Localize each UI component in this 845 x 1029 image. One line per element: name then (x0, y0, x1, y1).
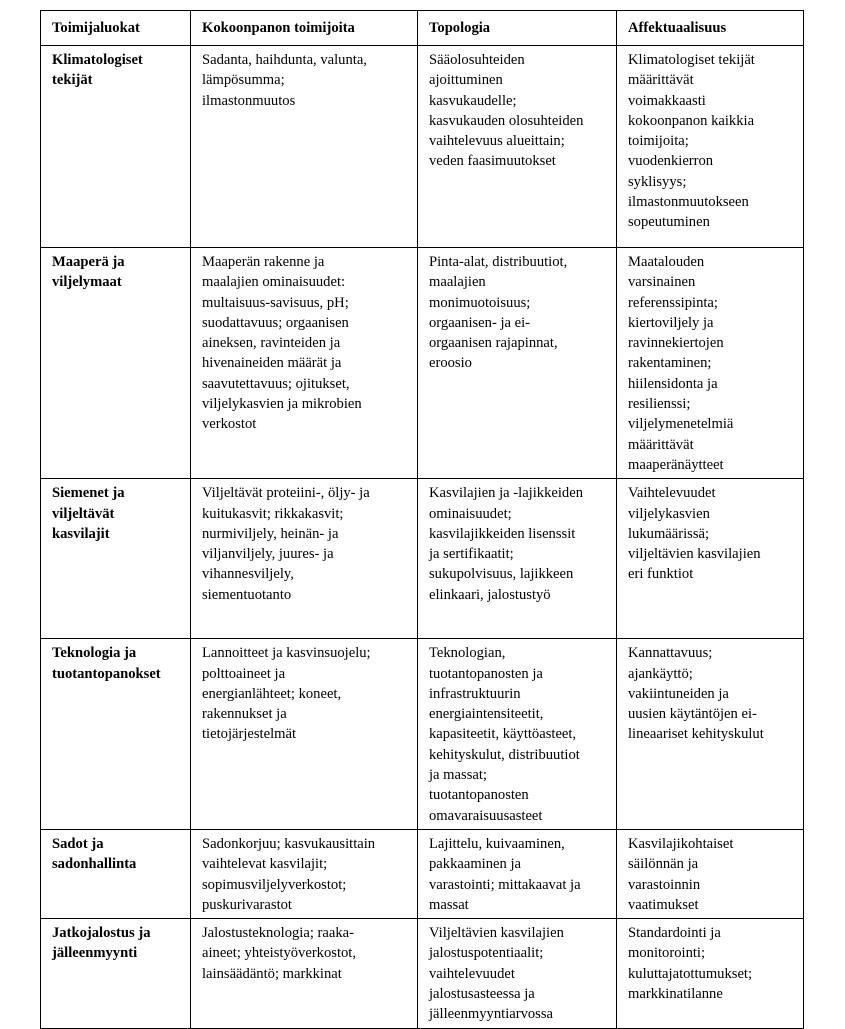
header-affectuality: Affektuaalisuus (617, 11, 804, 46)
row-actors: Lannoitteet ja kasvinsuojelu; polttoaineet ja energianlähteet; koneet, rakennukset ja tietojärjestelmät (191, 639, 418, 830)
row-actors: Sadonkorjuu; kasvukausittain vaihtelevat kasvilajit; sopimusviljelyverkostot; puskurivarastot (191, 829, 418, 918)
table-row (41, 248, 804, 479)
row-affect: Vaihtelevuudet viljelykasvien lukumäärissä; viljeltävien kasvilajien eri funktiot (617, 479, 804, 639)
header-actor-classes: Toimijaluokat (41, 11, 191, 46)
table-row (41, 829, 804, 918)
actor-table (40, 10, 804, 1029)
row-topology: Teknologian, tuotantopanosten ja infrastruktuurin energiaintensiteetit, kapasiteetit, käyttöasteet, kehityskulut, distribuutiot ja massat; tuotantopanosten omavaraisuusasteet (418, 639, 617, 830)
row-affect: Klimatologiset tekijät määrittävät voimakkaasti kokoonpanon kaikkia toimijoita; vuodenkierron syklisyys; ilmastonmuutokseen sopeutuminen (617, 46, 804, 248)
header-topology: Topologia (418, 11, 617, 46)
row-category: Jatkojalostus ja jälleenmyynti (41, 919, 191, 1028)
row-affect: Maatalouden varsinainen referenssipinta; kiertoviljely ja ravinnekiertojen rakentaminen; hiilensidonta ja resilienssi; viljelymenetelmiä määrittävät maaperänäytteet (617, 248, 804, 479)
row-actors: Jalostusteknologia; raaka- aineet; yhteistyöverkostot, lainsäädäntö; markkinat (191, 919, 418, 1028)
row-topology: Pinta-alat, distribuutiot, maalajien monimuotoisuus; orgaanisen- ja ei- orgaanisen rajapinnat, eroosio (418, 248, 617, 479)
table-header-row (41, 11, 804, 46)
row-affect: Kannattavuus; ajankäyttö; vakiintuneiden ja uusien käytäntöjen ei- lineaariset kehityskulut (617, 639, 804, 830)
table-row (41, 919, 804, 1028)
row-category: Siemenet ja viljeltävät kasvilajit (41, 479, 191, 639)
row-category: Teknologia ja tuotantopanokset (41, 639, 191, 830)
row-topology: Sääolosuhteiden ajoittuminen kasvukaudelle; kasvukauden olosuhteiden vaihtelevuus alueittain; veden faasimuutokset (418, 46, 617, 248)
document-page (40, 10, 803, 1029)
header-assembly-actors: Kokoonpanon toimijoita (191, 11, 418, 46)
row-category: Sadot ja sadonhallinta (41, 829, 191, 918)
row-affect: Kasvilajikohtaiset säilönnän ja varastoinnin vaatimukset (617, 829, 804, 918)
row-actors: Maaperän rakenne ja maalajien ominaisuudet: multaisuus-savisuus, pH; suodattavuus; orgaanisen aineksen, ravinteiden ja hivenaineiden määrät ja saavutettavuus; ojitukset, viljelykasvien ja mikrobien verkostot (191, 248, 418, 479)
table-row (41, 639, 804, 830)
row-category: Klimatologiset tekijät (41, 46, 191, 248)
row-topology: Lajittelu, kuivaaminen, pakkaaminen ja varastointi; mittakaavat ja massat (418, 829, 617, 918)
row-category: Maaperä ja viljelymaat (41, 248, 191, 479)
table-row (41, 46, 804, 248)
row-topology: Kasvilajien ja -lajikkeiden ominaisuudet; kasvilajikkeiden lisenssit ja sertifikaatit; sukupolvisuus, lajikkeen elinkaari, jalostustyö (418, 479, 617, 639)
table-row (41, 479, 804, 639)
row-affect: Standardointi ja monitorointi; kuluttajatottumukset; markkinatilanne (617, 919, 804, 1028)
row-topology: Viljeltävien kasvilajien jalostuspotentiaalit; vaihtelevuudet jalostusasteessa ja jälleenmyyntiarvossa (418, 919, 617, 1028)
row-actors: Sadanta, haihdunta, valunta, lämpösumma; ilmastonmuutos (191, 46, 418, 248)
row-actors: Viljeltävät proteiini-, öljy- ja kuitukasvit; rikkakasvit; nurmiviljely, heinän- ja viljanviljely, juures- ja vihannesviljely, siementuotanto (191, 479, 418, 639)
